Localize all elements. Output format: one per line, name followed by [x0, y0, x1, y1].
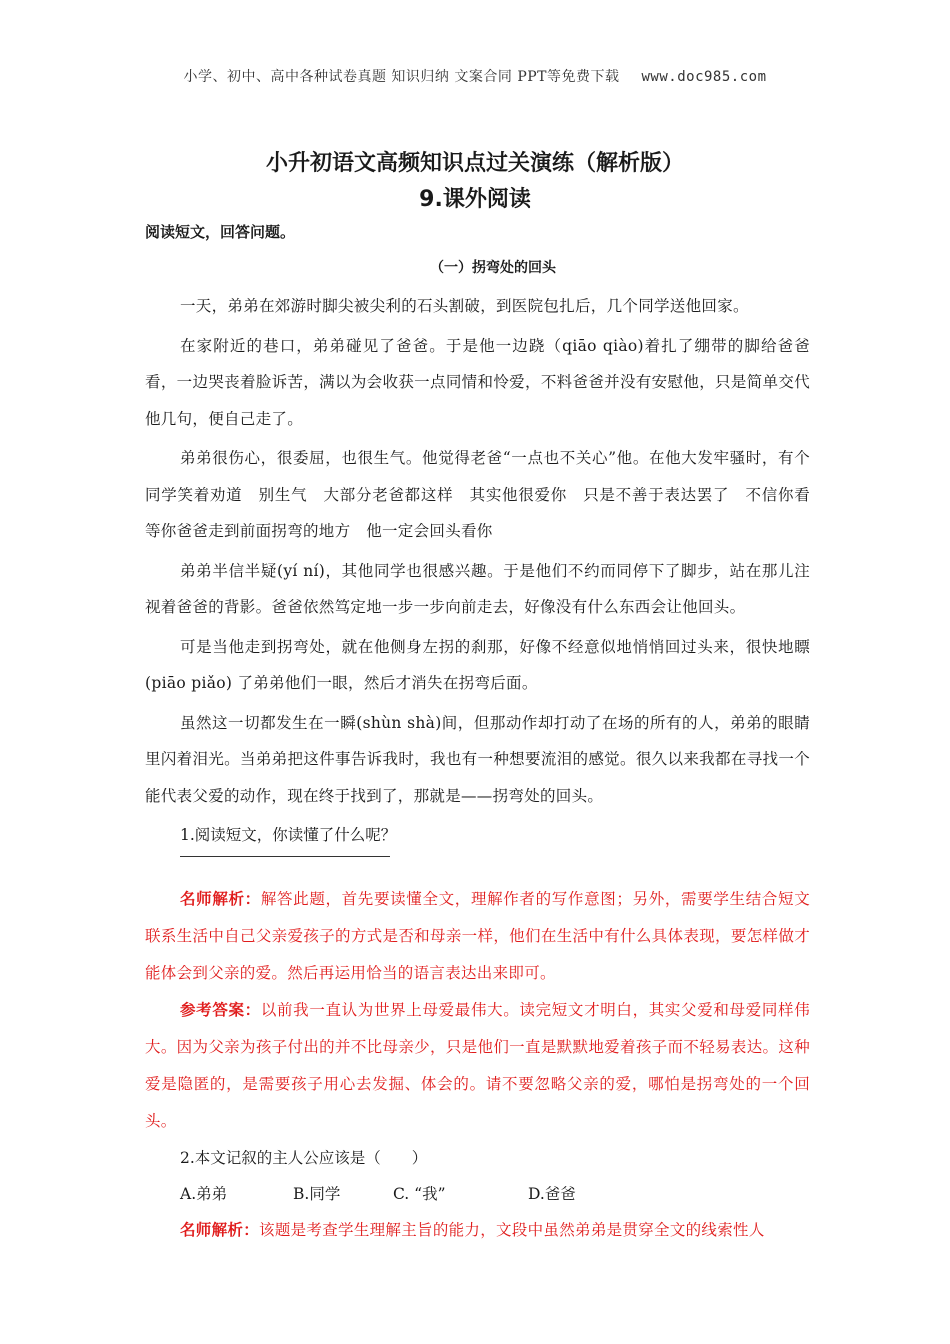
document-subtitle: 9.课外阅读 [419, 187, 531, 212]
q1-analysis [145, 881, 810, 992]
q2-analysis [145, 1212, 810, 1249]
q2-options [145, 1176, 810, 1212]
option-b: B.同学 [293, 1185, 341, 1203]
story-paragraph: 可是当他走到拐弯处，就在他侧身左拐的刹那，好像不经意似地悄悄回过头来，很快地瞟(piāo piǎo) 了弟弟他们一眼，然后才消失在拐弯后面。 [145, 637, 810, 692]
analysis-label: 名师解析： [180, 890, 261, 908]
document-title: 小升初语文高频知识点过关演练（解析版） [265, 151, 684, 176]
story-paragraph: 弟弟半信半疑(yí ní)，其他同学也很感兴趣。于是他们不约而同停下了脚步，站在那儿注视着爸爸的背影。爸爸依然笃定地一步一步向前走去，好像没有什么东西会让他回头。 [145, 561, 810, 616]
header-text: 小学、初中、高中各种试卷真题 知识归纳 文案合同 PPT等免费下载 [183, 69, 620, 85]
header-url[interactable]: www.doc985.com [641, 69, 767, 85]
analysis-text: 该题是考查学生理解主旨的能力，文段中虽然弟弟是贯穿全文的线索性人 [259, 1221, 765, 1239]
question-1: 1.阅读短文，你读懂了什么呢？ [180, 826, 397, 844]
answer-text: 以前我一直认为世界上母爱最伟大。读完短文才明白，其实父爱和母爱同样伟大。因为父亲为孩子付出的并不比母亲少，只是他们一直是默默地爱着孩子而不轻易表达。这种爱是隐匿的，是需要孩子用心去发掘、体会的。请不要忽略父亲的爱，哪怕是拐弯处的一个回头。 [145, 1001, 810, 1130]
option-c: C. “我” [393, 1185, 446, 1203]
reading-instruction: 阅读短文，回答问题。 [145, 223, 296, 241]
answer-blank-line [180, 855, 390, 857]
analysis-label: 名师解析： [180, 1221, 260, 1239]
document-body [145, 220, 826, 1249]
answer-label: 参考答案： [180, 1001, 261, 1019]
story-paragraph: 一天，弟弟在郊游时脚尖被尖利的石头割破，到医院包扎后，几个同学送他回家。 [180, 297, 749, 315]
analysis-text: 解答此题，首先要读懂全文，理解作者的写作意图；另外，需要学生结合短文联系生活中自己父亲爱孩子的方式是否和母亲一样，他们在生活中有什么具体表现，要怎样做才能体会到父亲的爱。然后再运用恰当的语言表达出来即可。 [145, 890, 810, 982]
story-paragraph: 虽然这一切都发生在一瞬(shùn shà)间，但那动作却打动了在场的所有的人，弟弟的眼睛里闪着泪光。当弟弟把这件事告诉我时，我也有一种想要流泪的感觉。很久以来我都在寻找一个能代表父爱的动作，现在终于找到了，那就是——拐弯处的回头。 [145, 713, 810, 805]
page-header [0, 66, 950, 86]
q1-answer [145, 992, 810, 1140]
option-d: D.爸爸 [528, 1185, 576, 1203]
story-title: （一）拐弯处的回头 [430, 260, 556, 276]
story-paragraph: 弟弟很伤心，很委屈，也很生气。他觉得老爸“一点也不关心”他。在他大发牢骚时，有个同学笑着劝道 别生气 大部分老爸都这样 其实他很爱你 只是不善于表达罢了 不信你看 等你爸爸走到前面拐弯的地方 他一定会回头看你 [145, 449, 826, 540]
option-a: A.弟弟 [180, 1185, 228, 1203]
story-paragraph: 在家附近的巷口，弟弟碰见了爸爸。于是他一边跷（qiāo qiào)着扎了绷带的脚给爸爸看，一边哭丧着脸诉苦，满以为会收获一点同情和怜爱，不料爸爸并没有安慰他，只是简单交代他几句，便自己走了。 [145, 336, 810, 428]
question-2: 2.本文记叙的主人公应该是（ ） [180, 1149, 428, 1167]
